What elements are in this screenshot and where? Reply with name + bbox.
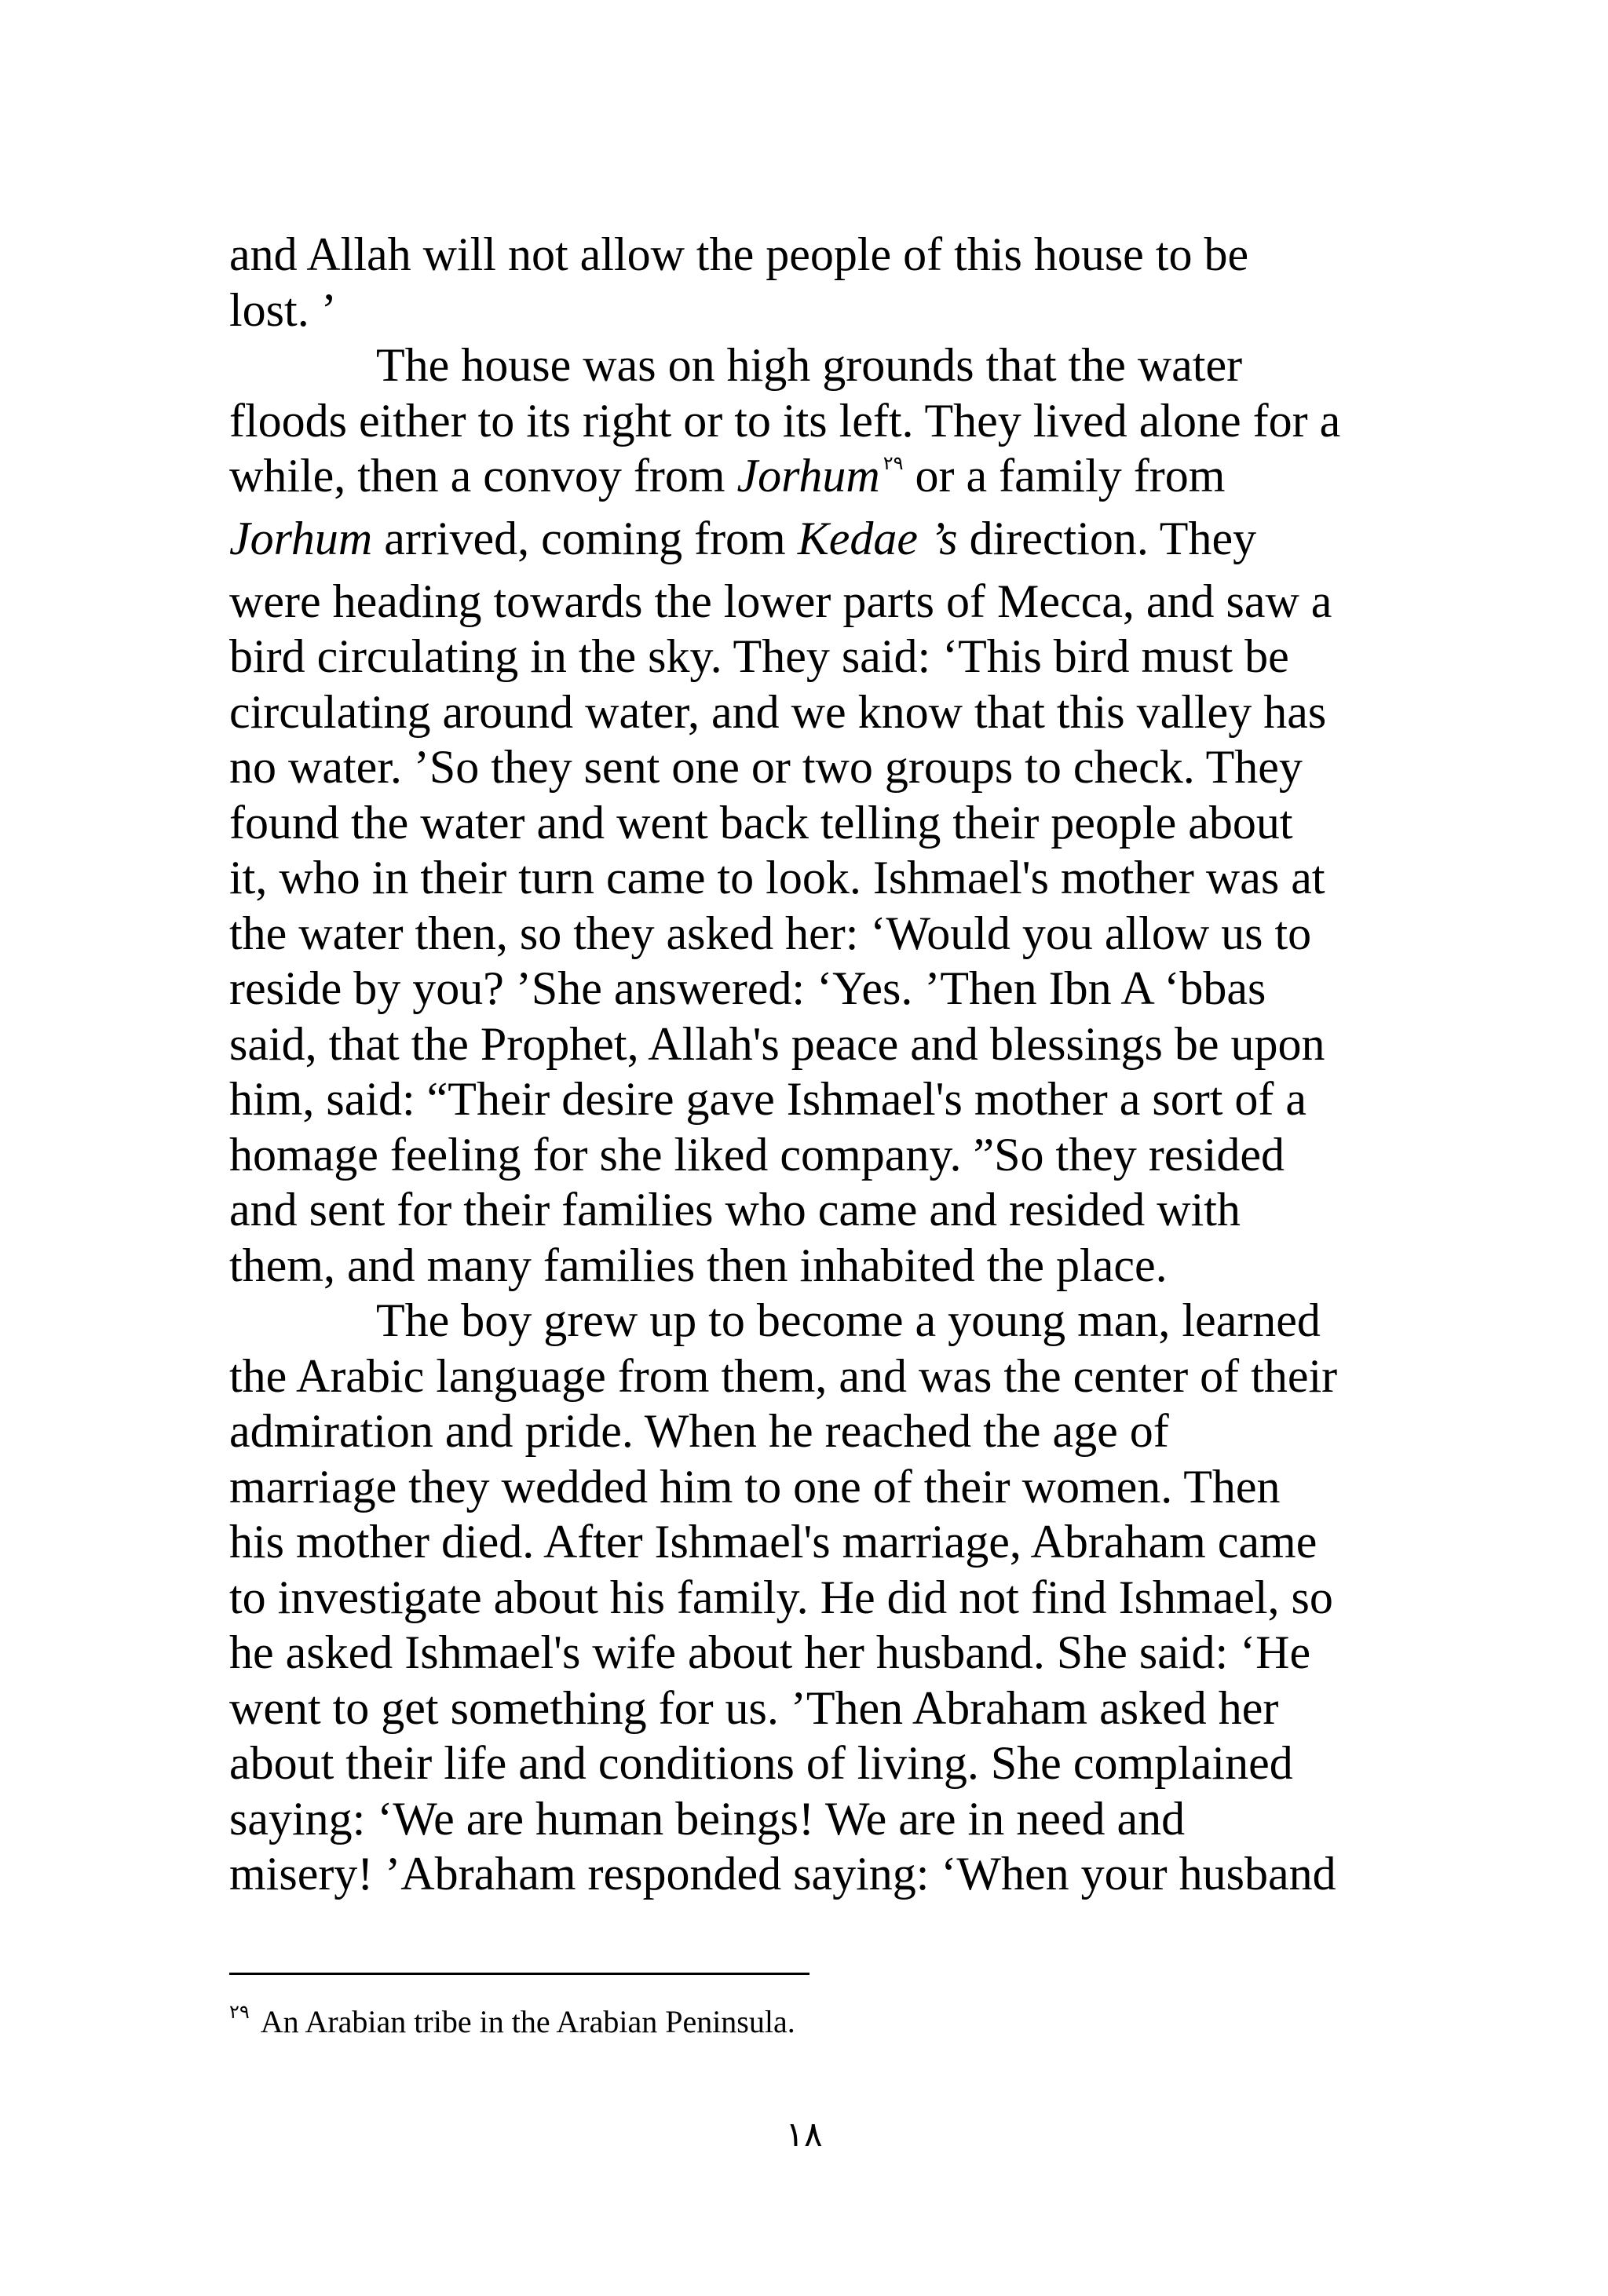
text-line: them, and many families then inhabited the place. [229, 1239, 1168, 1291]
text-line: went to get something for us. ’Then Abraham asked her [229, 1681, 1279, 1734]
italic-term-jorhum: Jorhum [229, 512, 373, 564]
text-line: floods either to its right or to its left. They lived alone for a [229, 394, 1341, 447]
paragraph-first-line: The boy grew up to become a young man, learned [376, 1294, 1321, 1346]
text-segment: while, then a convoy from [229, 450, 737, 502]
text-line: bird circulating in the sky. They said: ‘This bird must be [229, 630, 1289, 682]
text-line: were heading towards the lower parts of Mecca, and saw a [229, 575, 1332, 627]
text-line: lost. ’ [229, 283, 337, 336]
text-segment: arrived, coming from [372, 512, 798, 564]
text-line [229, 448, 1391, 504]
body-text [229, 227, 1391, 1902]
footnote-marker: ٢٩ [229, 2002, 250, 2023]
italic-term-jorhum: Jorhum [736, 450, 880, 502]
text-line: him, said: “Their desire gave Ishmael's mother a sort of a [229, 1073, 1307, 1125]
text-line: no water. ’So they sent one or two groups to check. They [229, 741, 1303, 793]
text-line [229, 504, 1391, 574]
text-line: his mother died. After Ishmael's marriage, Abraham came [229, 1516, 1317, 1568]
text-segment: or a family from [903, 450, 1226, 502]
text-segment: direction. They [957, 512, 1257, 564]
text-line: the Arabic language from them, and was the center of their [229, 1349, 1338, 1402]
text-line: reside by you? ’She answered: ‘Yes. ’Then Ibn A ‘bbas [229, 962, 1266, 1014]
text-line: said, that the Prophet, Allah's peace and blessings be upon [229, 1017, 1325, 1070]
paragraph-first-line: The house was on high grounds that the water [376, 339, 1243, 391]
text-line: marriage they wedded him to one of their women. Then [229, 1460, 1281, 1513]
text-line: to investigate about his family. He did not find Ishmael, so [229, 1571, 1333, 1623]
footnote-reference: ٢٩ [883, 454, 904, 474]
text-line: the water then, so they asked her: ‘Would you allow us to [229, 907, 1312, 959]
text-line: misery! ’Abraham responded saying: ‘When your husband [229, 1848, 1336, 1900]
text-line: and sent for their families who came and resided with [229, 1184, 1241, 1236]
text-line: circulating around water, and we know that this valley has [229, 685, 1327, 738]
footnote-divider [229, 1973, 809, 1975]
text-line: he asked Ishmael's wife about her husband. She said: ‘He [229, 1626, 1311, 1678]
text-line: homage feeling for she liked company. ”So they resided [229, 1128, 1285, 1181]
text-line: about their life and conditions of living. She complained [229, 1737, 1293, 1789]
text-line: it, who in their turn came to look. Ishmael's mother was at [229, 852, 1325, 903]
page-number: ١٨ [785, 2115, 823, 2154]
text-line: saying: ‘We are human beings! We are in need and [229, 1792, 1186, 1845]
text-line: found the water and went back telling their people about [229, 796, 1293, 849]
footnote-text: An Arabian tribe in the Arabian Peninsula. [260, 2004, 795, 2039]
text-line: admiration and pride. When he reached the age of [229, 1405, 1169, 1457]
italic-term-kedae: Kedae ’s [797, 512, 958, 564]
text-line: and Allah will not allow the people of this house to be [229, 228, 1249, 280]
footnote [229, 2000, 1328, 2044]
